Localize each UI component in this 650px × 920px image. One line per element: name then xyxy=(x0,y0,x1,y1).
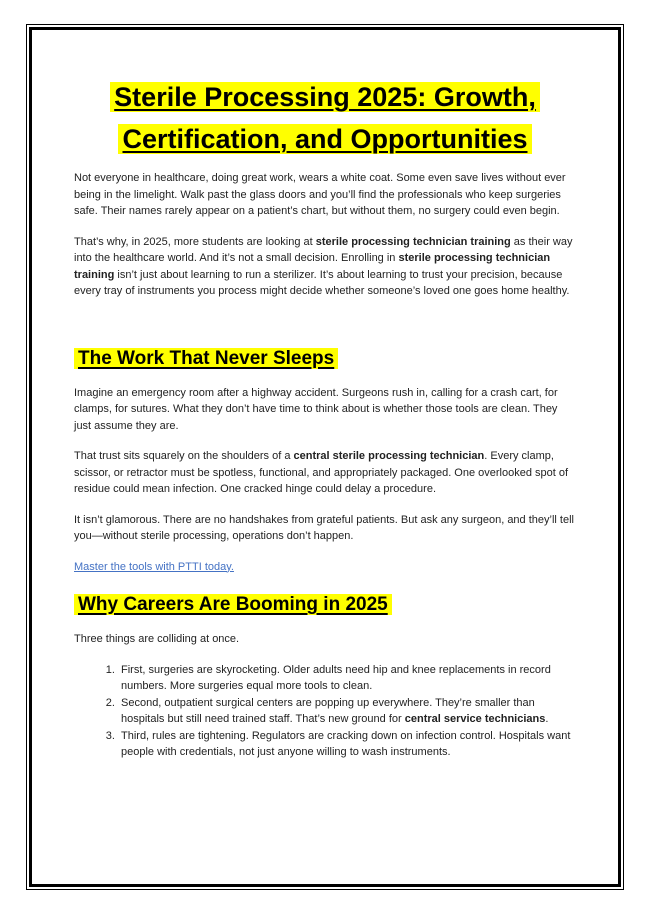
work-paragraph-1: Imagine an emergency room after a highway accident. Surgeons rush in, calling for a crash cart, for clamps, for sutures. What they don’t have time to think about is whether those tools are clean. They just assume they are. xyxy=(74,386,558,432)
document-page xyxy=(29,27,621,887)
intro-paragraph-2: That’s why, in 2025, more students are looking at sterile processing technician training as their way into the healthcare world. And it’s not a small decision. Enrolling in sterile processing technician training isn’t just about learning to run a sterilizer. It’s about learning to trust your precision, because every tray of instruments you process might decide whether someone’s loved one goes home healthy. xyxy=(74,235,573,297)
title-line-2: Certification, and Opportunities xyxy=(118,124,531,154)
cta-paragraph xyxy=(74,559,576,576)
list-item-2: 2. Second, outpatient surgical centers are popping up everywhere. They’re smaller than hospitals but still need trained staff. That’s new ground for central service technicians. xyxy=(118,695,576,728)
list-item-1: 1. First, surgeries are skyrocketing. Older adults need hip and knee replacements in record numbers. More surgeries equal more tools to clean. xyxy=(118,662,576,695)
document-title xyxy=(74,76,576,160)
ptti-cta-link[interactable]: Master the tools with PTTI today. xyxy=(74,560,234,573)
work-paragraph-3: It isn’t glamorous. There are no handshakes from grateful patients. But ask any surgeon, and they’ll tell you—without sterile processing, operations don’t happen. xyxy=(74,513,574,542)
heading-highlight: Why Careers Are Booming in 2025 xyxy=(74,594,392,615)
reasons-list xyxy=(74,662,576,761)
section-heading-careers xyxy=(74,592,576,618)
section-heading-work xyxy=(74,346,576,372)
heading-highlight: The Work That Never Sleeps xyxy=(74,348,338,369)
work-paragraph-2: That trust sits squarely on the shoulders of a central sterile processing technician. Every clamp, scissor, or retractor must be spotless, functional, and appropriately packaged. One overlooked spot of residue could mean infection. One cracked hinge could delay a procedure. xyxy=(74,450,569,495)
title-line xyxy=(74,118,576,160)
page-border xyxy=(26,24,624,890)
careers-intro-paragraph: Three things are colliding at once. xyxy=(74,633,240,645)
title-line xyxy=(74,76,576,118)
intro-paragraph-1: Not everyone in healthcare, doing great work, wears a white coat. Some even save lives without ever being in the limelight. Walk past the glass doors and you’ll find the professionals who keep surgeries safe. Their names rarely appear on a patient’s chart, but without them, no surgery could even begin. xyxy=(74,172,566,217)
list-item-3: 3. Third, rules are tightening. Regulators are cracking down on infection control. Hospitals want people with credentials, not just anyone willing to wash instruments. xyxy=(118,728,576,761)
title-line-1: Sterile Processing 2025: Growth, xyxy=(110,82,540,112)
